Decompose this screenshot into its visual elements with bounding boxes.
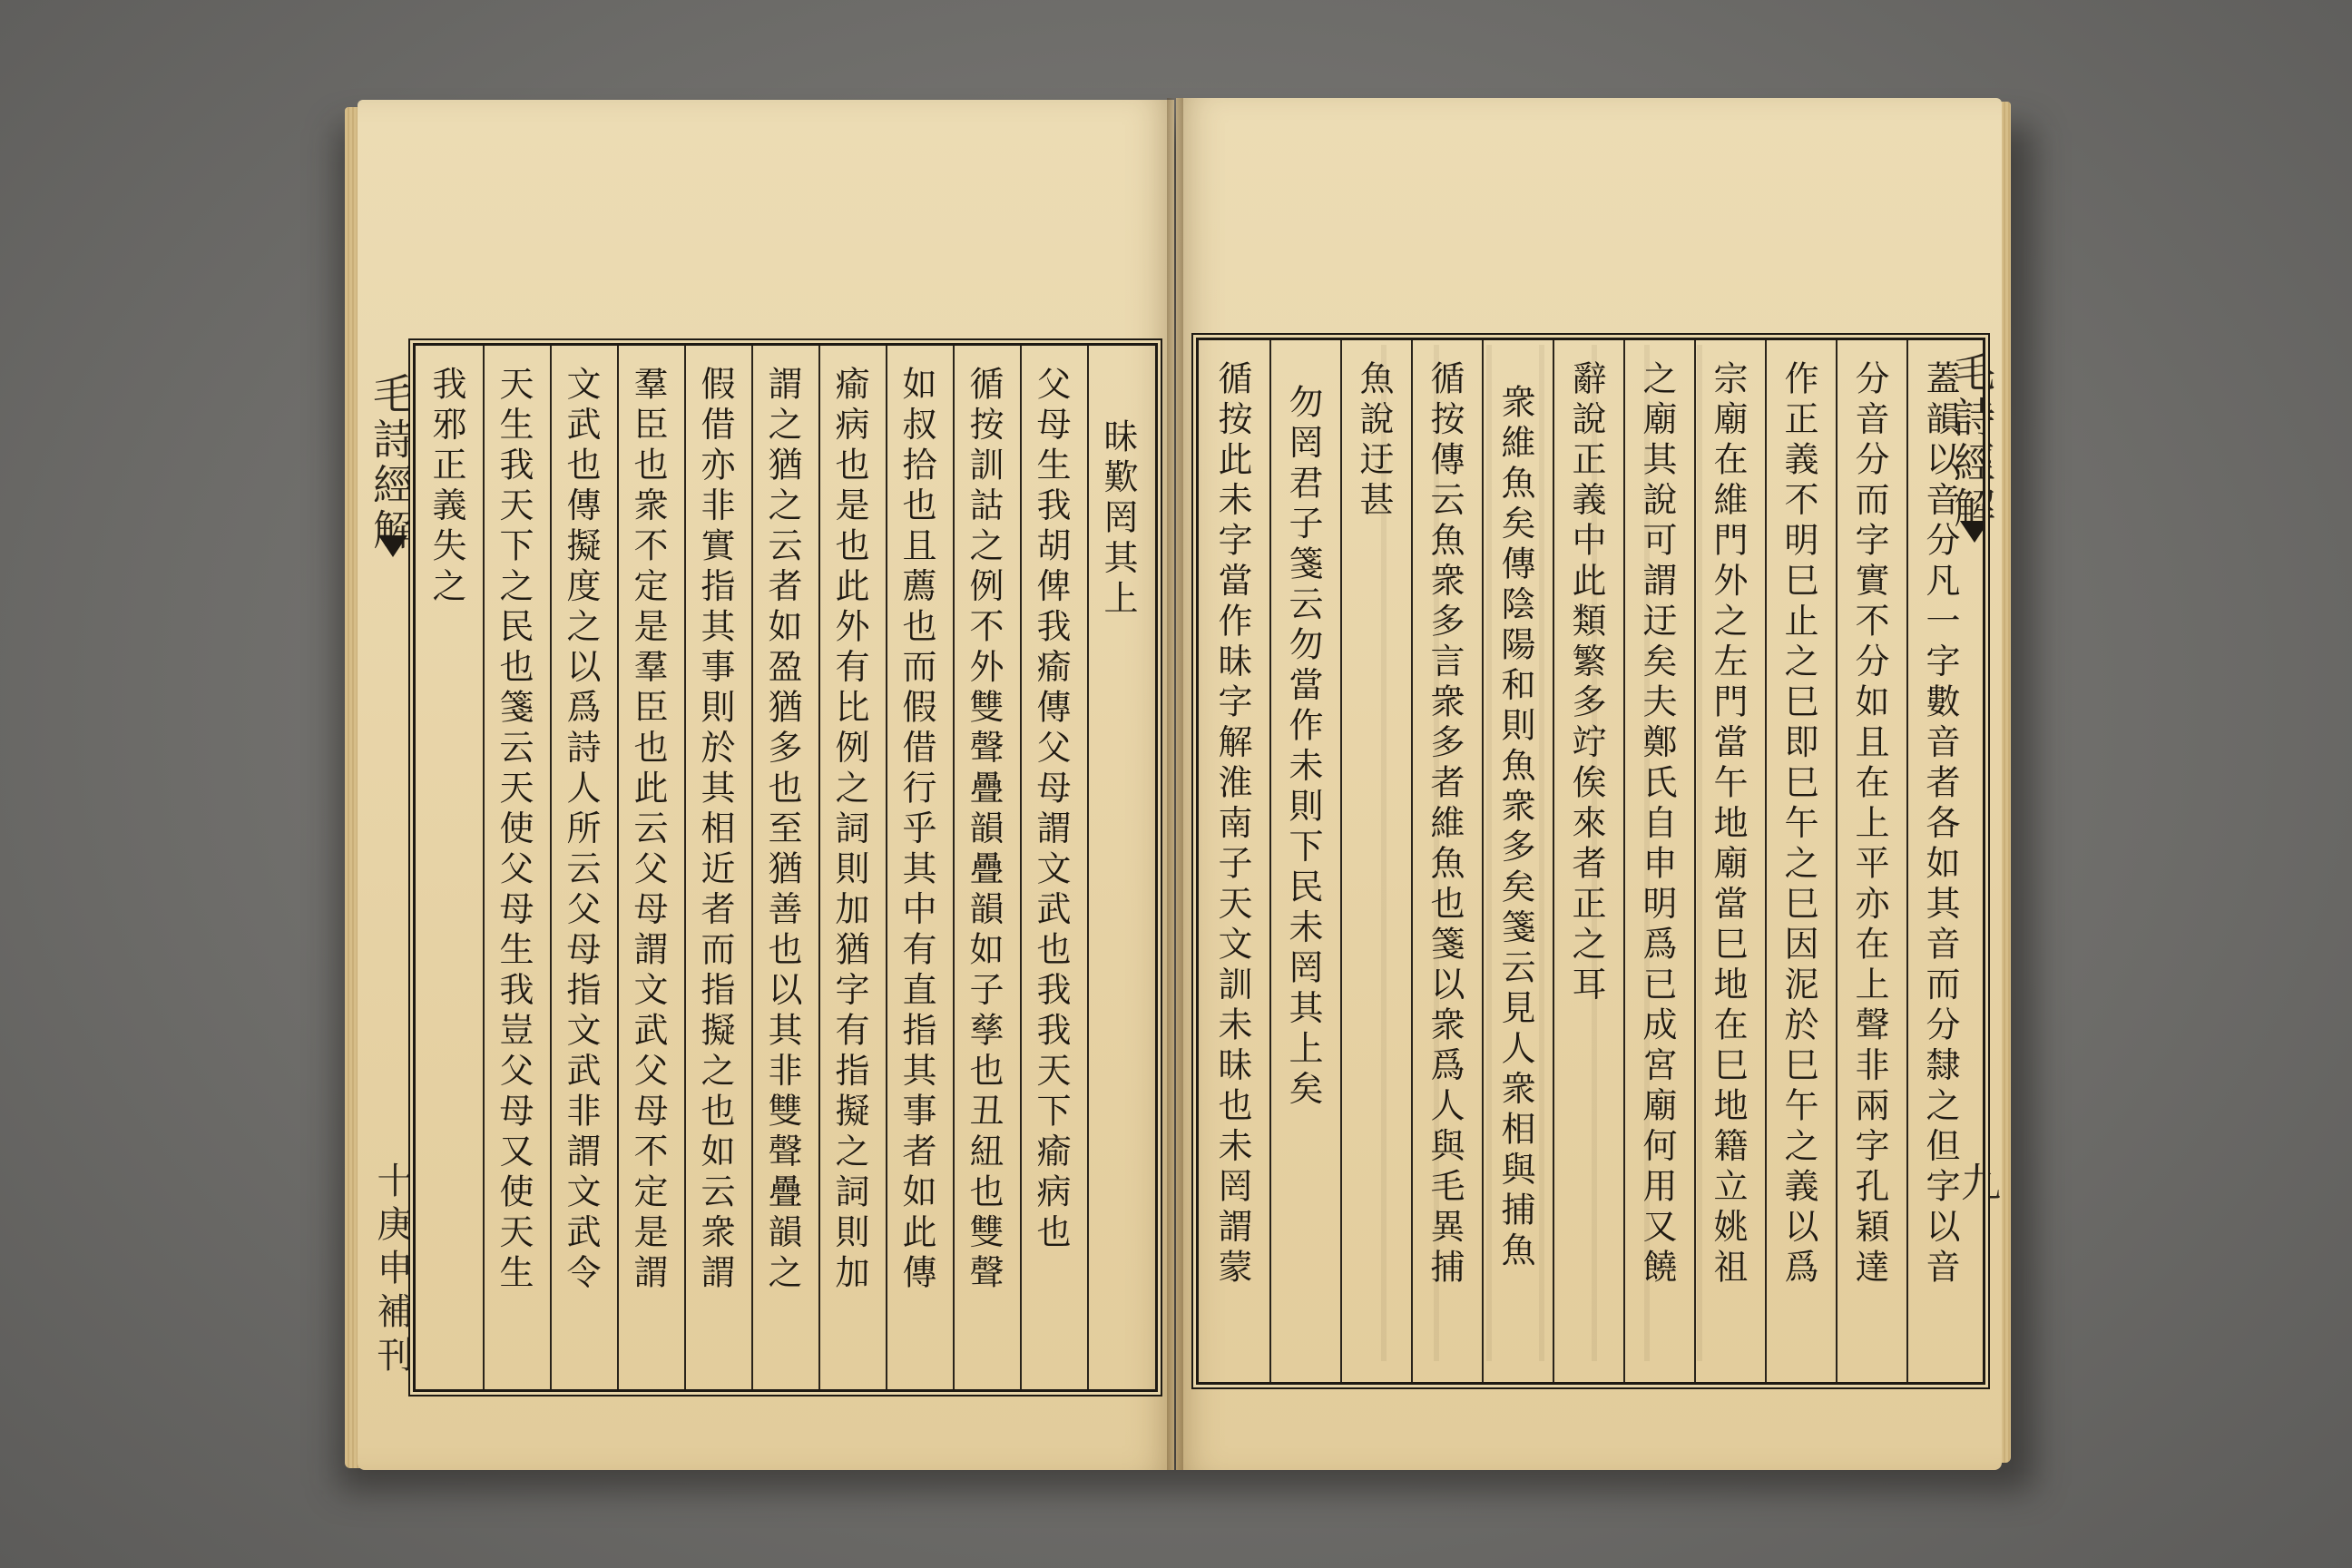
column-rule bbox=[1087, 346, 1089, 1389]
left-column-9: 文武也傳擬度之以爲詩人所云父母指文武非謂文武令 bbox=[561, 366, 601, 1295]
left-column-4: 如叔拾也且薦也而假借行乎其中有直指其事者如此傳 bbox=[897, 366, 936, 1295]
left-column-10: 天生我天下之民也箋云天使父母生我豈父母又使天生 bbox=[494, 366, 534, 1295]
column-rule bbox=[1269, 340, 1271, 1382]
column-rule bbox=[1836, 340, 1838, 1382]
column-rule bbox=[886, 346, 887, 1389]
left-column-8: 羣臣也衆不定是羣臣也此云父母謂文武父母不定是謂 bbox=[628, 366, 668, 1295]
left-folio-note: 庚申補刊 bbox=[371, 1205, 413, 1379]
column-rule bbox=[818, 346, 820, 1389]
column-rule bbox=[1765, 340, 1767, 1382]
column-rule bbox=[1906, 340, 1908, 1382]
right-column-2: 分音分而字實不分如且在上平亦在上聲非兩字孔穎達 bbox=[1849, 360, 1889, 1289]
right-column-7: 衆維魚矣傳陰陽和則魚衆多矣箋云見人衆相與捕魚 bbox=[1495, 384, 1535, 1272]
left-folio bbox=[367, 1161, 418, 1379]
column-rule bbox=[953, 346, 955, 1389]
right-column-6: 辭說正義中此類繁多竚俟來者正之耳 bbox=[1566, 360, 1606, 1006]
right-column-10: 勿罔君子箋云勿當作未則下民未罔其上矣 bbox=[1283, 384, 1323, 1111]
column-rule bbox=[1623, 340, 1625, 1382]
column-rule bbox=[550, 346, 552, 1389]
left-folio-number: 十 bbox=[371, 1161, 413, 1205]
right-column-3: 作正義不明巳止之巳即巳午之巳因泥於巳午之義以爲 bbox=[1779, 360, 1818, 1289]
right-margin-heading: 毛詩經解 bbox=[1947, 350, 1996, 532]
left-column-1: 昧歎罔其上 bbox=[1098, 418, 1138, 621]
column-rule bbox=[1411, 340, 1413, 1382]
column-rule bbox=[617, 346, 619, 1389]
column-rule bbox=[1340, 340, 1342, 1382]
column-rule bbox=[1482, 340, 1484, 1382]
right-column-5: 之廟其說可謂迂矣夫鄭氏自申明爲已成宮廟何用又饒 bbox=[1637, 360, 1677, 1289]
left-text-frame bbox=[413, 343, 1158, 1392]
right-column-11: 循按此未字當作昧字解淮南子天文訓未昧也未罔謂蒙 bbox=[1212, 360, 1252, 1289]
right-text-frame bbox=[1196, 338, 1985, 1385]
left-column-6: 謂之猶之云者如盈猶多也至猶善也以其非雙聲疊韻之 bbox=[762, 366, 802, 1295]
column-rule bbox=[1020, 346, 1022, 1389]
right-column-4: 宗廟在維門外之左門當午地廟當巳地在巳地籍立姚祖 bbox=[1708, 360, 1748, 1289]
right-column-9: 魚說迂甚 bbox=[1354, 360, 1394, 522]
right-column-8: 循按傳云魚衆多言衆多者維魚也箋以衆爲人與毛異捕 bbox=[1425, 360, 1465, 1289]
left-column-3: 循按訓詁之例不外雙聲疊韻疊韻如子孳也丑紐也雙聲 bbox=[964, 366, 1004, 1295]
column-rule bbox=[1694, 340, 1696, 1382]
book-gutter bbox=[1167, 98, 1183, 1470]
left-column-2: 父母生我胡俾我瘉傳父母謂文武也我我天下瘉病也 bbox=[1031, 366, 1071, 1254]
column-rule bbox=[684, 346, 686, 1389]
left-column-5: 瘉病也是也此外有比例之詞則加猶字有指擬之詞則加 bbox=[829, 366, 869, 1295]
column-rule bbox=[483, 346, 485, 1389]
left-column-11: 我邪正義失之 bbox=[426, 366, 466, 608]
left-margin-heading: 毛詩經解 bbox=[367, 372, 416, 554]
column-rule bbox=[751, 346, 753, 1389]
right-folio: 九 bbox=[1954, 1161, 2000, 1201]
column-rule bbox=[1553, 340, 1554, 1382]
left-column-7: 假借亦非實指其事則於其相近者而指擬之也如云衆謂 bbox=[695, 366, 735, 1295]
right-column-1: 蓋韻以音分凡一字數音者各如其音而分隸之但字以音 bbox=[1920, 360, 1960, 1289]
left-fishtail-mark bbox=[378, 535, 407, 557]
